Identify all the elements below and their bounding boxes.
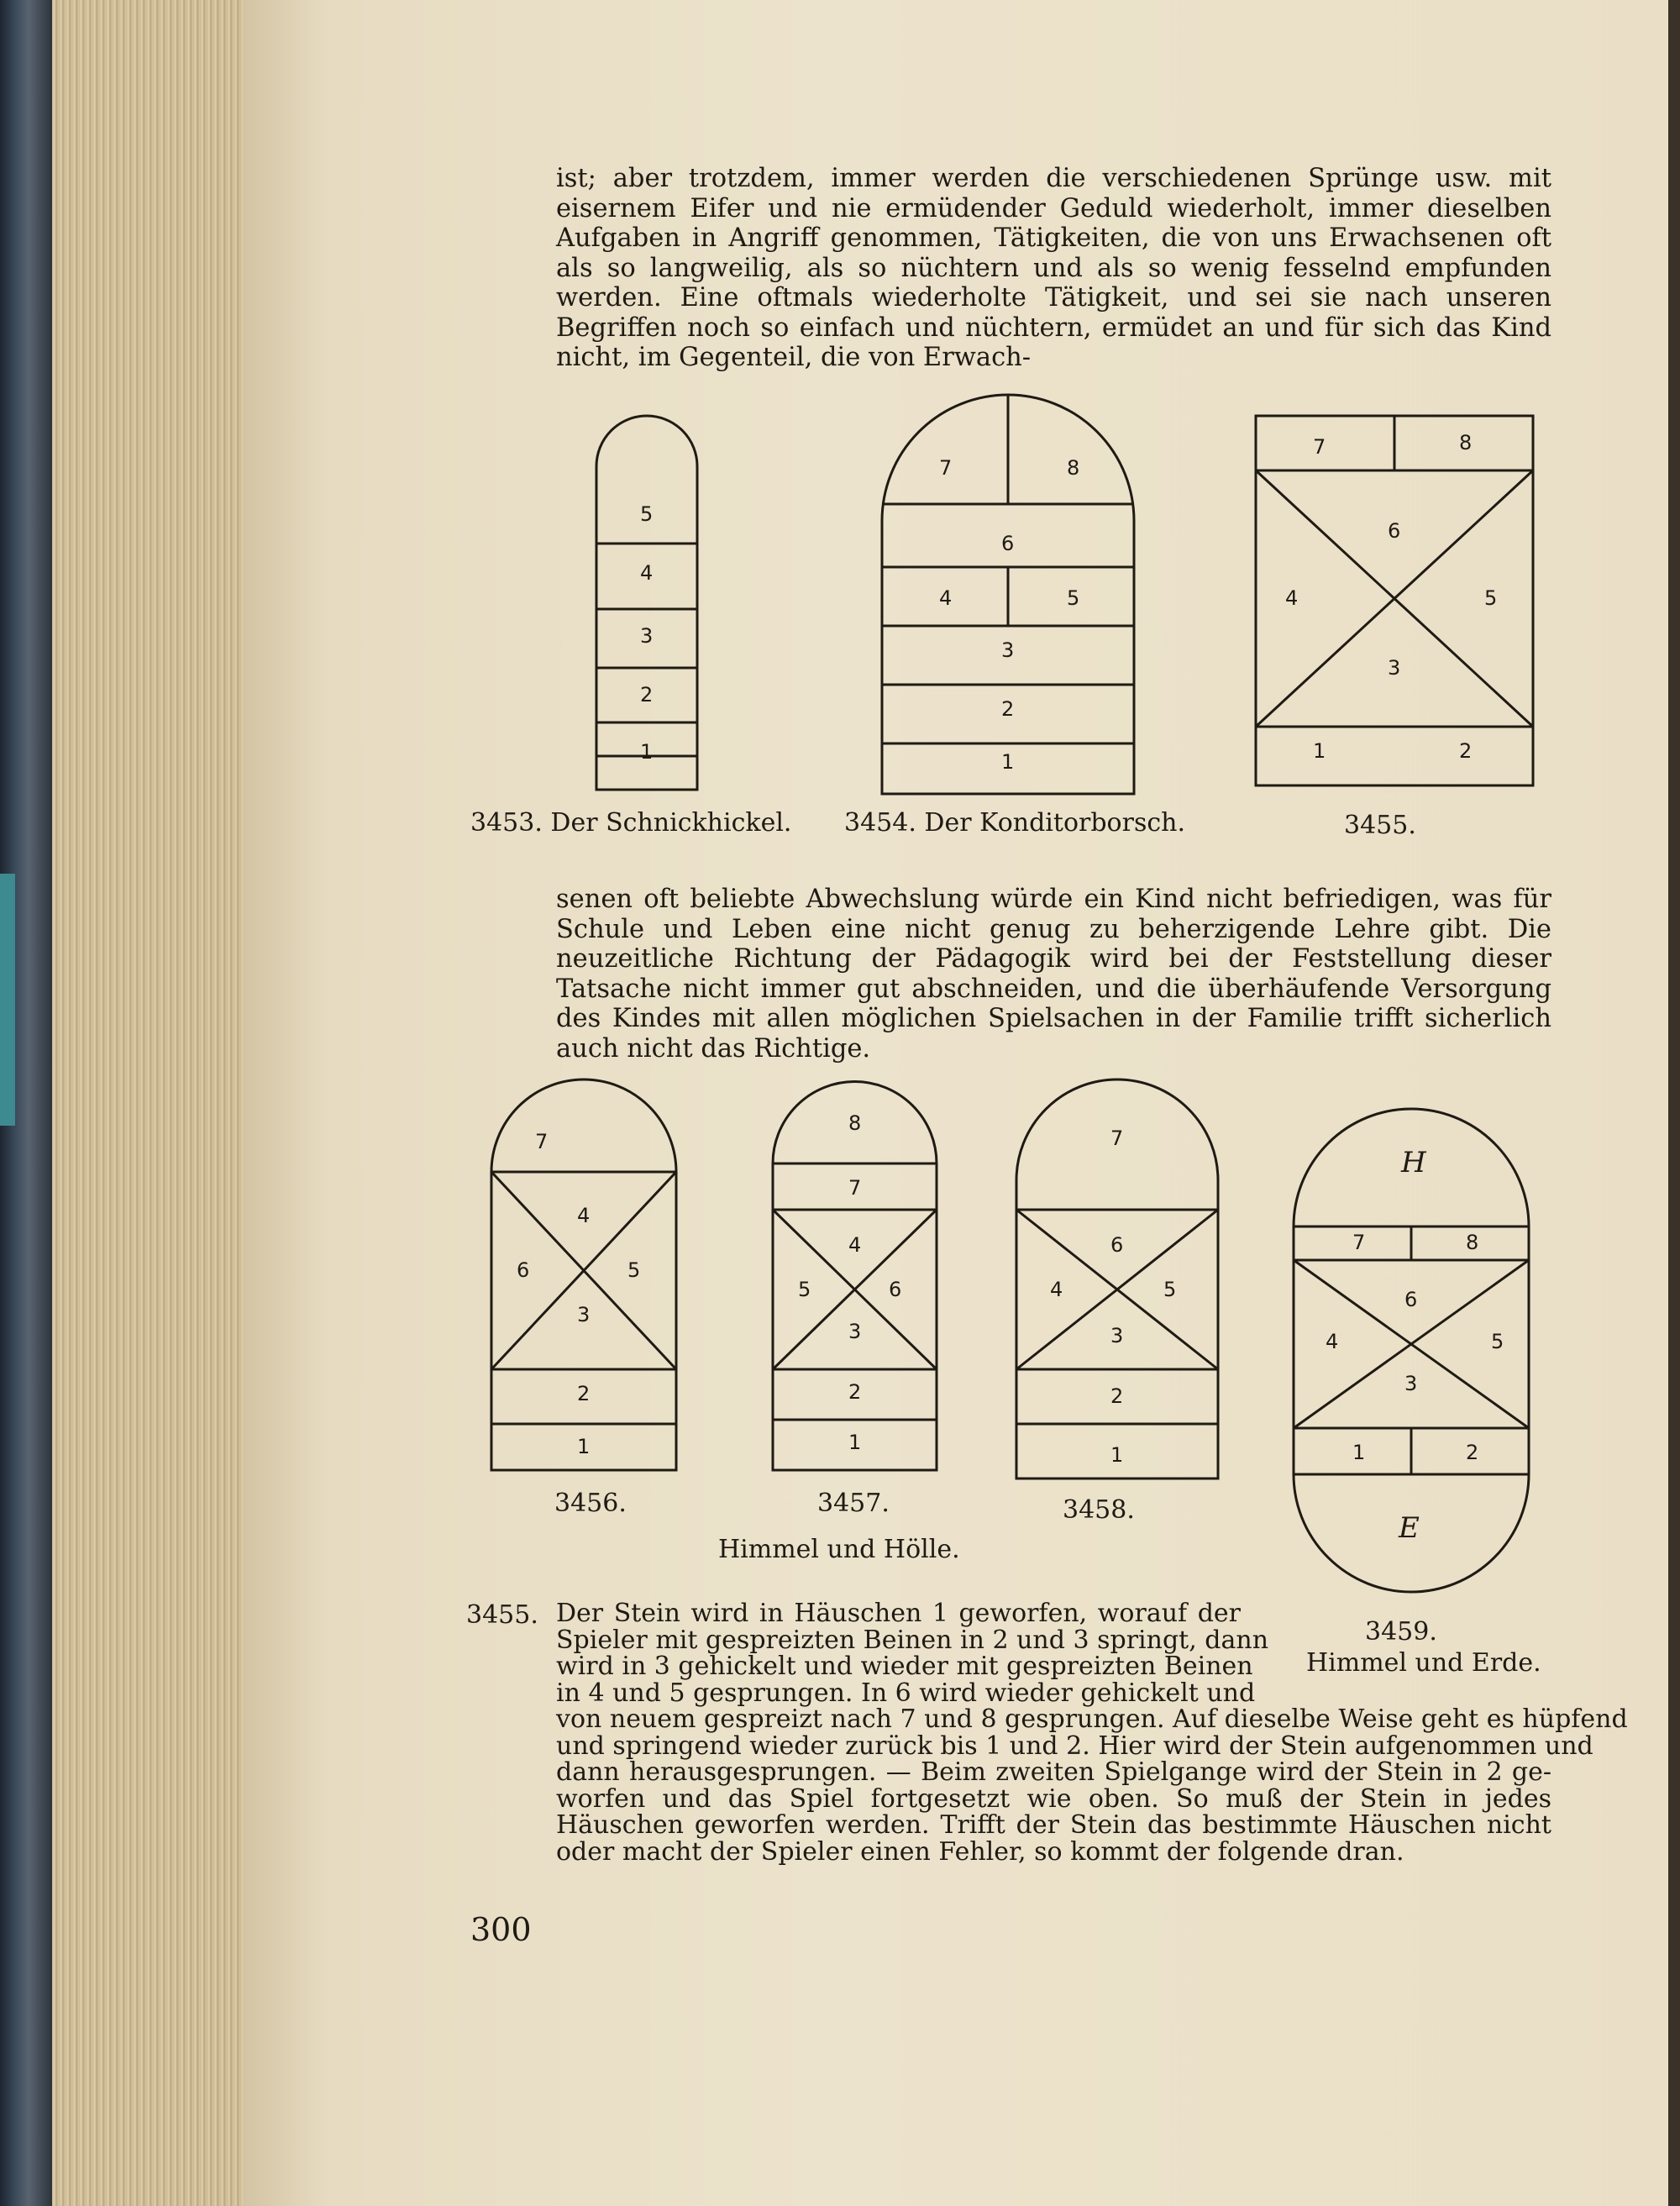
rules-line-10: oder macht der Spieler einen Fehler, so kommt der folgende dran. (556, 1836, 1404, 1867)
fig3456-cell-2: 2 (577, 1382, 591, 1405)
fig3455-cell-3: 3 (1388, 656, 1401, 680)
figure-3453 (588, 407, 706, 794)
page-number: 300 (470, 1911, 532, 1948)
fig3453-cell-2: 2 (640, 683, 654, 706)
figure-3455 (1247, 407, 1541, 794)
rules-line-9: Häuschen geworfen werden. Trifft der Stein das bestimmte Häuschen nicht (556, 1810, 1551, 1841)
rules-line-6: und springend wieder zurück bis 1 und 2. Hier wird der Stein aufgenommen und (556, 1731, 1593, 1761)
figure-3458 (1008, 1079, 1226, 1487)
fig3457-cell-3: 3 (848, 1320, 862, 1343)
fig3456-cell-1: 1 (577, 1435, 591, 1458)
fig3453-cell-4: 4 (640, 561, 654, 585)
right-edge (1668, 0, 1680, 2206)
fig3458-cell-3: 3 (1110, 1324, 1124, 1347)
fig3458-cell-5: 5 (1163, 1278, 1177, 1301)
fig3454-cell-8: 8 (1067, 456, 1080, 480)
fig3459-cell-heaven: H (1401, 1146, 1426, 1179)
paragraph-middle: senen oft beliebte Abwechslung würde ein Kind nicht befriedigen, was für Schule und Leben eine nicht genug zu beherzigende Lehre gibt. Die neuzeitliche Richtung der Pädagogik wird bei der Feststellung dieser Tatsache nicht immer gut abschneiden, und die überhäufende Versorgung des Kindes mit allen möglichen Spielsachen in der Familie trifft sicherlich auch nicht das Richtige. (556, 885, 1551, 1064)
rules-line-1: Der Stein wird in Häuschen 1 geworfen, worauf der (556, 1599, 1241, 1628)
fig3455-cell-6: 6 (1388, 519, 1401, 543)
figure-3454 (874, 386, 1142, 798)
rules-line-3: wird in 3 gehickelt und wieder mit gespreizten Beinen (556, 1652, 1253, 1682)
fig3459-cell-3: 3 (1404, 1372, 1418, 1395)
caption-3459-number: 3459. (1365, 1617, 1437, 1647)
fig3456-cell-6: 6 (517, 1258, 530, 1282)
fig3457-cell-8: 8 (848, 1111, 862, 1135)
fig3459-cell-7: 7 (1352, 1231, 1366, 1254)
rules-number: 3455. (466, 1600, 538, 1630)
caption-3454: 3454. Der Konditorborsch. (844, 808, 1186, 838)
fig3455-cell-4: 4 (1285, 586, 1299, 610)
fig3459-cell-4: 4 (1326, 1330, 1339, 1353)
fig3457-cell-7: 7 (848, 1176, 862, 1200)
fig3458-cell-1: 1 (1110, 1443, 1124, 1467)
fig3455-cell-7: 7 (1313, 435, 1326, 459)
caption-3455: 3455. (1344, 811, 1416, 840)
fig3458-cell-4: 4 (1050, 1278, 1063, 1301)
fig3456-cell-3: 3 (577, 1303, 591, 1326)
fig3454-cell-3: 3 (1001, 638, 1015, 662)
paragraph-top: ist; aber trotzdem, immer werden die verschiedenen Sprünge usw. mit eisernem Eifer und nie ermüdender Geduld wiederholt, immer dieselben Aufgaben in Angriff genommen, Tätigkeiten, die von uns Erwachsenen oft als so langweilig, als so nüchtern und als so wenig fesselnd empfunden werden. Eine oftmals wiederholte Tätigkeit, und sei sie nach unseren Begriffen noch so einfach und nüchtern, ermüdet an und für sich das Kind nicht, im Gegenteil, die von Erwach- (556, 164, 1551, 372)
fig3458-cell-7: 7 (1110, 1127, 1124, 1150)
rules-block-wide (556, 1704, 1628, 1867)
fig3453-cell-1: 1 (640, 740, 654, 764)
caption-3458: 3458. (1063, 1495, 1135, 1525)
fig3454-cell-1: 1 (1001, 750, 1015, 774)
fig3457-cell-5: 5 (798, 1278, 811, 1301)
fig3455-cell-5: 5 (1484, 586, 1498, 610)
fig3454-cell-6: 6 (1001, 532, 1015, 555)
rules-block-narrow (556, 1599, 1269, 1708)
rules-line-8: worfen und das Spiel fortgesetzt wie oben. So muß der Stein in jedes (556, 1783, 1551, 1814)
bookmark-ribbon (0, 874, 15, 1126)
fig3459-cell-8: 8 (1466, 1231, 1479, 1254)
rules-line-2: Spieler mit gespreizten Beinen in 2 und 3 springt, dann (556, 1625, 1269, 1655)
fig3454-cell-4: 4 (939, 586, 953, 610)
fig3459-cell-6: 6 (1404, 1288, 1418, 1311)
fig3459-cell-2: 2 (1466, 1441, 1479, 1464)
fig3455-cell-8: 8 (1459, 431, 1473, 454)
figure-3457 (764, 1079, 945, 1479)
figure-3456 (483, 1079, 685, 1479)
fig3459-cell-1: 1 (1352, 1441, 1366, 1464)
rules-line-5: von neuem gespreizt nach 7 und 8 gesprungen. Auf dieselbe Weise geht es hüpfend (556, 1704, 1628, 1734)
fig3458-cell-6: 6 (1110, 1233, 1124, 1257)
fig3454-cell-7: 7 (939, 456, 953, 480)
fig3453-cell-5: 5 (640, 502, 654, 526)
fig3459-cell-5: 5 (1491, 1330, 1504, 1353)
fig3453-cell-3: 3 (640, 624, 654, 648)
figure-3459 (1285, 1105, 1537, 1600)
fig3455-cell-2: 2 (1459, 739, 1473, 763)
fig3454-cell-2: 2 (1001, 697, 1015, 721)
caption-3453: 3453. Der Schnickhickel. (470, 808, 792, 838)
fig3458-cell-2: 2 (1110, 1384, 1124, 1408)
caption-3457: 3457. (817, 1489, 890, 1518)
fig3456-cell-7: 7 (535, 1130, 549, 1153)
fig3459-cell-earth: E (1399, 1511, 1420, 1545)
caption-3459-title: Himmel und Erde. (1306, 1648, 1541, 1678)
page-stack-edges (52, 0, 245, 2206)
fig3456-cell-5: 5 (627, 1258, 641, 1282)
caption-himmel-und-hoelle: Himmel und Hölle. (718, 1535, 960, 1564)
fig3454-cell-5: 5 (1067, 586, 1080, 610)
rules-line-7: dann herausgesprungen. — Beim zweiten Spielgange wird der Stein in 2 ge- (556, 1757, 1551, 1788)
fig3457-cell-4: 4 (848, 1233, 862, 1257)
rules-line-4: in 4 und 5 gesprungen. In 6 wird wieder gehickelt und (556, 1678, 1256, 1708)
caption-3456: 3456. (554, 1489, 627, 1518)
fig3455-cell-1: 1 (1313, 739, 1326, 763)
fig3456-cell-4: 4 (577, 1204, 591, 1227)
fig3457-cell-1: 1 (848, 1431, 862, 1454)
fig3457-cell-2: 2 (848, 1380, 862, 1404)
fig3457-cell-6: 6 (889, 1278, 902, 1301)
